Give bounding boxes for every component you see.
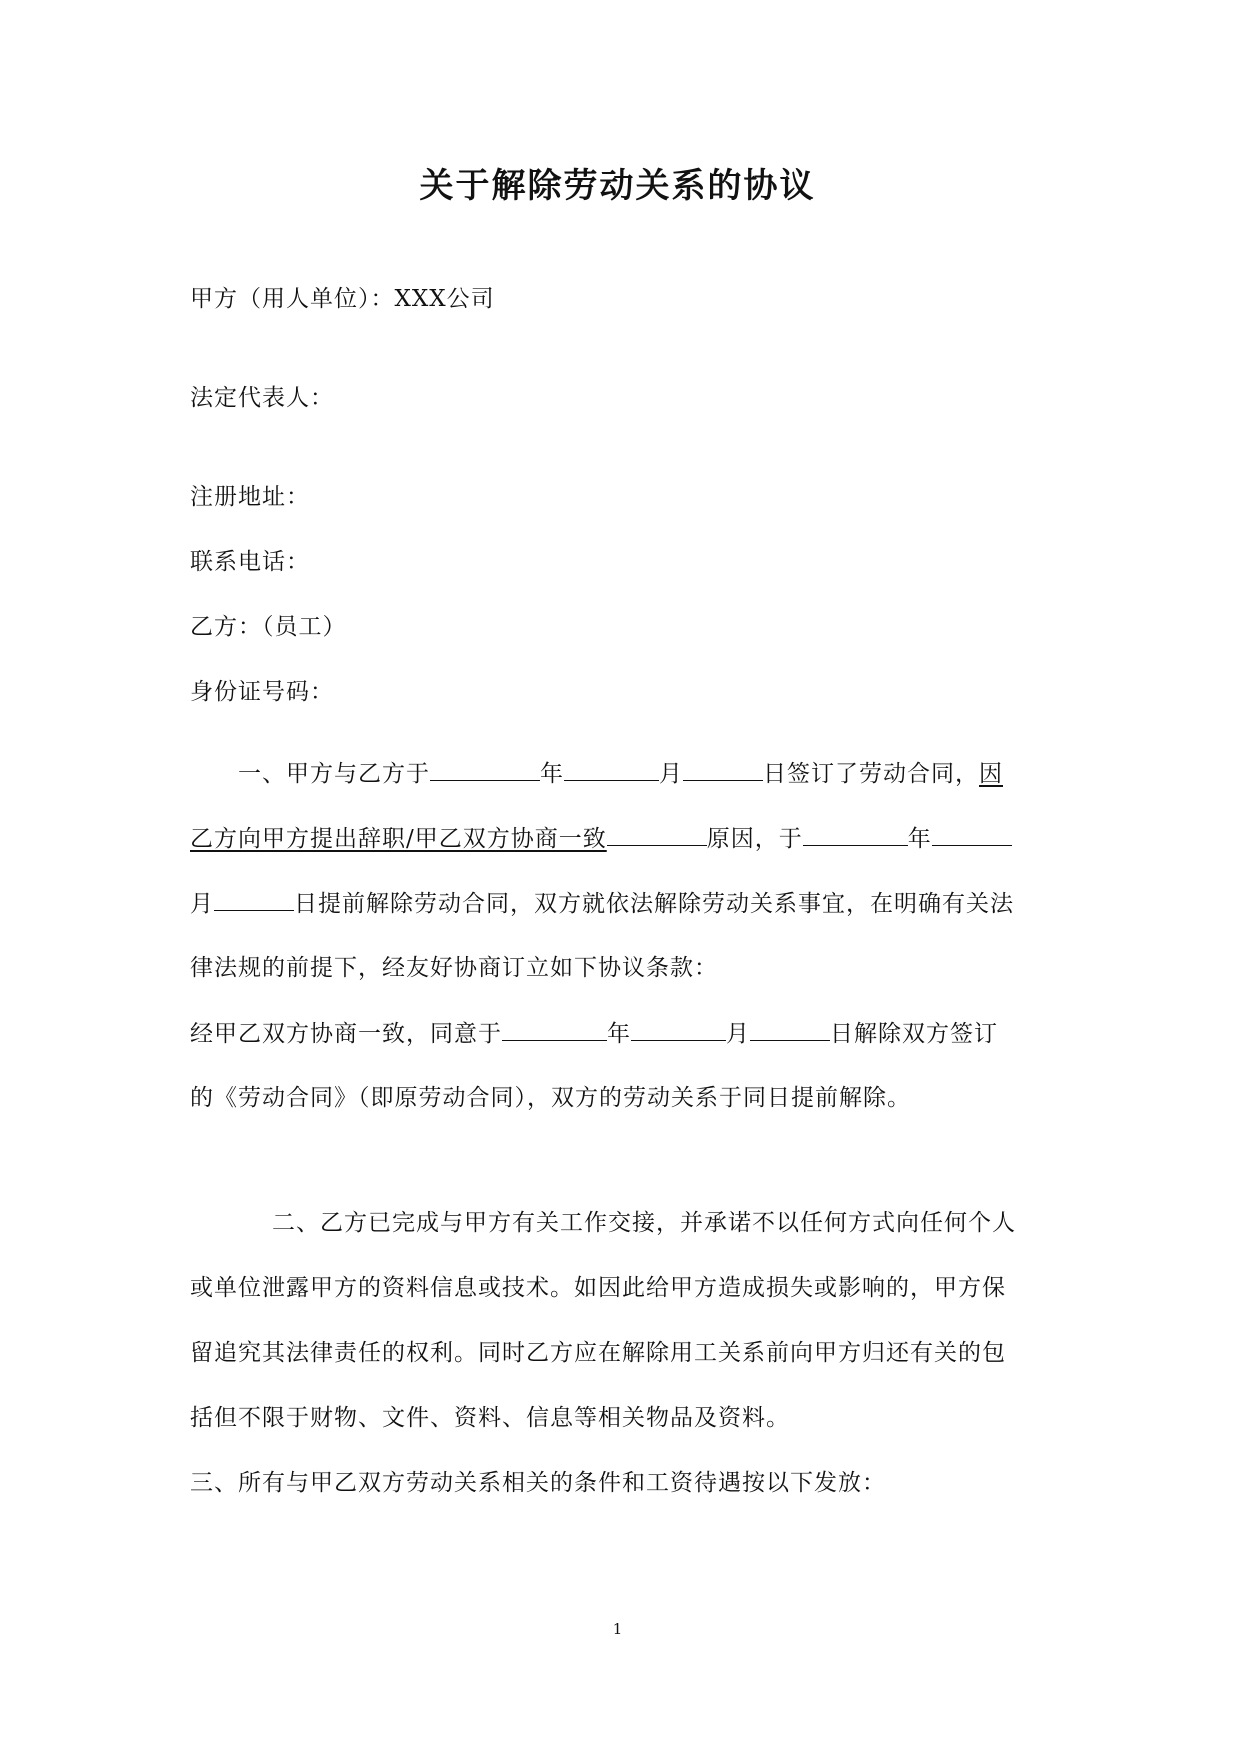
month-blank[interactable] [564, 756, 659, 781]
year-label: 年 [907, 826, 932, 852]
clause3-line: 三、所有与甲乙双方劳动关系相关的条件和工资待遇按以下发放： [190, 1470, 886, 1496]
clause1-line1 [238, 756, 1003, 791]
id-number-line: 身份证号码： [190, 679, 334, 705]
day-blank[interactable] [214, 886, 294, 911]
reason-text: 因 [979, 761, 1003, 787]
month-label: 月 [190, 891, 214, 917]
clause1-line4: 律法规的前提下，经友好协商订立如下协议条款： [190, 955, 718, 981]
clause1-line2 [190, 821, 1012, 856]
registered-address-line: 注册地址： [190, 484, 310, 510]
reason-text: 乙方向甲方提出辞职/甲乙双方协商一致 [190, 826, 607, 852]
year-blank[interactable] [430, 756, 540, 781]
day-blank[interactable] [683, 756, 763, 781]
year-blank[interactable] [502, 1016, 607, 1041]
clause2-line2: 或单位泄露甲方的资料信息或技术。如因此给甲方造成损失或影响的，甲方保 [190, 1275, 1006, 1301]
day-blank[interactable] [750, 1016, 830, 1041]
clause1-line6: 的《劳动合同》（即原劳动合同），双方的劳动关系于同日提前解除。 [190, 1085, 911, 1111]
party-a-line: 甲方（用人单位）：XXX公司 [190, 286, 495, 312]
year-blank[interactable] [803, 821, 908, 846]
phone-line: 联系电话： [190, 549, 310, 575]
month-blank[interactable] [631, 1016, 726, 1041]
clause1-text: 日提前解除劳动合同，双方就依法解除劳动关系事宜，在明确有关法 [294, 891, 1014, 917]
month-label: 月 [726, 1021, 750, 1047]
month-label: 月 [659, 761, 683, 787]
clause1-line3 [190, 886, 1014, 921]
clause1-line5 [190, 1016, 998, 1051]
clause1-text: 经甲乙双方协商一致，同意于 [190, 1021, 502, 1047]
clause1-text: 日解除双方签订 [830, 1021, 998, 1047]
year-label: 年 [607, 1021, 631, 1047]
clause2-line1: 二、乙方已完成与甲方有关工作交接，并承诺不以任何方式向任何个人 [272, 1210, 1016, 1236]
month-blank[interactable] [932, 821, 1012, 846]
party-b-line: 乙方：（员工） [190, 614, 347, 640]
clause1-text: 一、甲方与乙方于 [238, 761, 430, 787]
clause2-line4: 括但不限于财物、文件、资料、信息等相关物品及资料。 [190, 1405, 790, 1431]
page-number: 1 [612, 1620, 623, 1638]
document-title: 关于解除劳动关系的协议 [419, 166, 816, 206]
clause2-line3: 留追究其法律责任的权利。同时乙方应在解除用工关系前向甲方归还有关的包 [190, 1340, 1006, 1366]
year-label: 年 [540, 761, 564, 787]
day-label: 日签订了劳动合同， [763, 761, 979, 787]
reason-blank[interactable] [607, 821, 707, 846]
legal-representative-line: 法定代表人： [190, 385, 334, 411]
clause1-text: 原因，于 [706, 826, 803, 852]
